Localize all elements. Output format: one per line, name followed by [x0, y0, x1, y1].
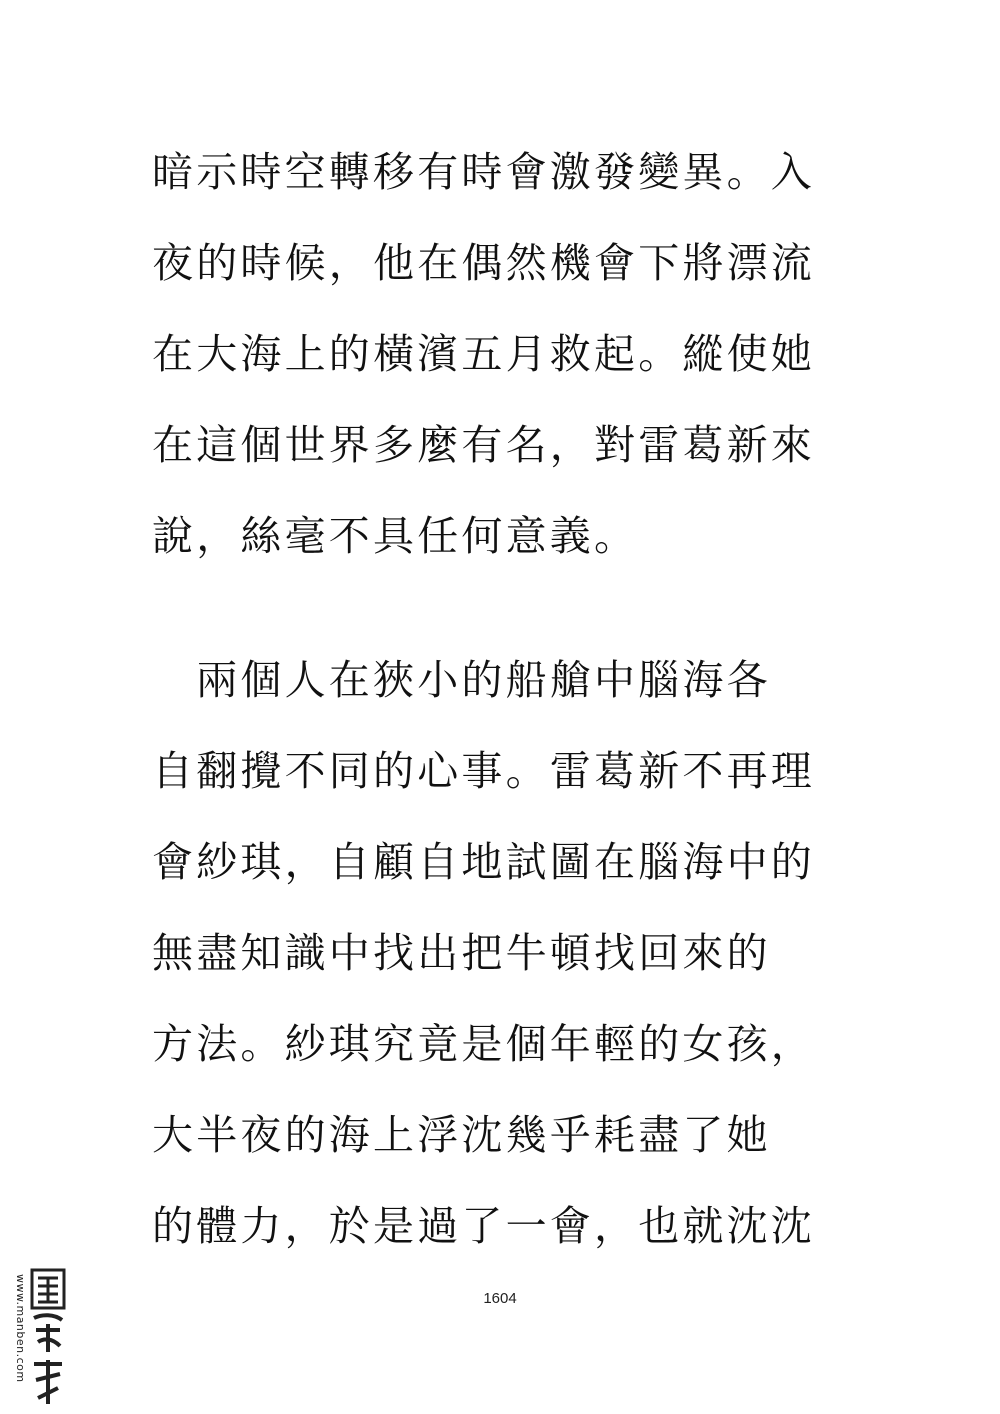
text-line: 會紗琪，自顧自地試圖在腦海中的: [152, 838, 815, 886]
text-line: 說，絲毫不具任何意義。: [152, 512, 639, 560]
text-line: 兩個人在狹小的船艙中腦海各: [152, 656, 771, 704]
watermark-logo-icon: [30, 1268, 66, 1408]
text-line: 方法。紗琪究竟是個年輕的女孩，: [152, 1020, 815, 1068]
text-line: 自翻攪不同的心事。雷葛新不再理: [152, 747, 815, 795]
text-line: 大半夜的海上浮沈幾乎耗盡了她: [152, 1111, 771, 1159]
watermark-url: www.manben.com: [14, 1274, 27, 1383]
text-line: 夜的時候，他在偶然機會下將漂流: [152, 239, 815, 287]
text-line: 無盡知識中找出把牛頓找回來的: [152, 929, 771, 977]
text-line: 的體力，於是過了一會，也就沈沈: [152, 1202, 815, 1250]
text-line: 暗示時空轉移有時會激發變異。入: [152, 148, 815, 196]
text-line: 在這個世界多麼有名，對雷葛新來: [152, 421, 815, 469]
page-number: 1604: [483, 1290, 517, 1307]
watermark: [8, 1268, 66, 1408]
text-line: 在大海上的橫濱五月救起。縱使她: [152, 330, 815, 378]
